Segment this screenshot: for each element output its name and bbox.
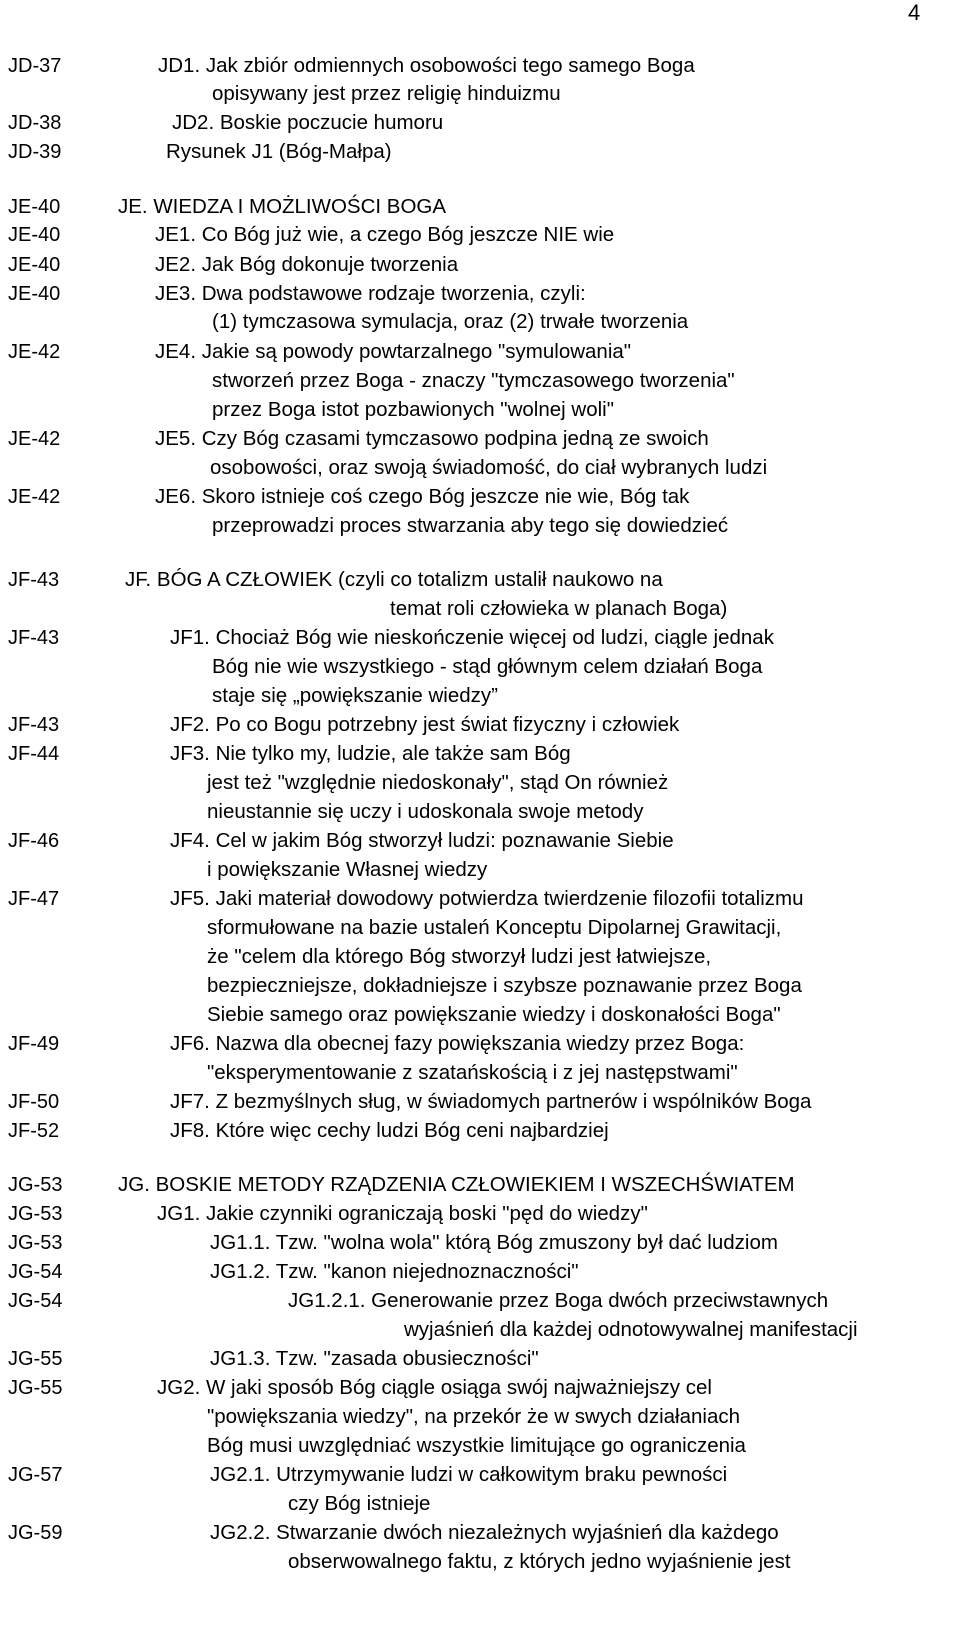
toc-entry-line: JG1.1. Tzw. "wolna wola" którą Bóg zmuszony był dać ludziom <box>210 1231 778 1254</box>
toc-entry-line: JG2.1. Utrzymywanie ludzi w całkowitym braku pewności <box>210 1463 728 1486</box>
toc-entry-line: wyjaśnień dla każdej odnotowywalnej manifestacji <box>404 1318 858 1341</box>
toc-entry-line: JG2.2. Stwarzanie dwóch niezależnych wyjaśnień dla każdego <box>210 1521 779 1544</box>
toc-page-ref: JE-42 <box>8 486 61 508</box>
toc-entry-line: przeprowadzi proces stwarzania aby tego się dowiedzieć <box>212 514 729 537</box>
toc-entry-line: JE4. Jakie są powody powtarzalnego "symulowania" <box>155 340 632 363</box>
toc-page-ref: JF-44 <box>8 743 60 765</box>
toc-entry-line: JE1. Co Bóg już wie, a czego Bóg jeszcze NIE wie <box>155 223 615 246</box>
toc-entry-line: JF5. Jaki materiał dowodowy potwierdza twierdzenie filozofii totalizmu <box>170 887 804 910</box>
toc-page-ref: JF-47 <box>8 888 60 910</box>
toc-entry-line: czy Bóg istnieje <box>288 1492 431 1515</box>
toc-page-ref: JG-57 <box>8 1464 63 1486</box>
toc-page-ref: JE-40 <box>8 283 61 305</box>
toc-entry-line: JF8. Które więc cechy ludzi Bóg ceni najbardziej <box>170 1119 609 1142</box>
toc-page-ref: JF-50 <box>8 1091 60 1113</box>
toc-entry-line: Bóg nie wie wszystkiego - stąd głównym celem działań Boga <box>212 655 763 678</box>
toc-entry-line: i powiększanie Własnej wiedzy <box>207 858 488 881</box>
toc-entry-line: JE6. Skoro istnieje coś czego Bóg jeszcze nie wie, Bóg tak <box>155 485 690 508</box>
toc-entry-line: JF4. Cel w jakim Bóg stworzył ludzi: poznawanie Siebie <box>170 829 674 852</box>
toc-page-ref: JG-54 <box>8 1261 63 1283</box>
toc-entry-line: "eksperymentowanie z szatańskością i z jej następstwami" <box>207 1061 738 1084</box>
toc-page-ref: JG-53 <box>8 1232 63 1254</box>
toc-entry-line: przez Boga istot pozbawionych "wolnej woli" <box>212 398 614 421</box>
toc-page-ref: JF-49 <box>8 1033 60 1055</box>
toc-entry-line: nieustannie się uczy i udoskonala swoje metody <box>207 800 644 823</box>
toc-page-ref: JF-43 <box>8 569 60 591</box>
toc-page-ref: JE-42 <box>8 341 61 363</box>
toc-entry-line: temat roli człowieka w planach Boga) <box>390 597 728 620</box>
toc-entry-line: obserwowalnego faktu, z których jedno wyjaśnienie jest <box>288 1550 791 1573</box>
toc-entry-line: JF7. Z bezmyślnych sług, w świadomych partnerów i wspólników Boga <box>170 1090 812 1113</box>
toc-entry-line: staje się „powiększanie wiedzy” <box>212 684 498 707</box>
toc-entry-line: że "celem dla którego Bóg stworzył ludzi jest łatwiejsze, <box>207 945 712 968</box>
toc-entry-line: JD2. Boskie poczucie humoru <box>172 111 444 134</box>
toc-page-ref: JG-53 <box>8 1174 63 1196</box>
toc-entry-line: (1) tymczasowa symulacja, oraz (2) trwałe tworzenia <box>212 310 689 333</box>
page-number: 4 <box>908 0 921 25</box>
toc-entry-line: JF6. Nazwa dla obecnej fazy powiększania wiedzy przez Boga: <box>170 1032 745 1055</box>
toc-page-ref: JG-54 <box>8 1290 63 1312</box>
toc-page-ref: JE-40 <box>8 196 61 218</box>
toc-entry-line: JF. BÓG A CZŁOWIEK (czyli co totalizm ustalił naukowo na <box>125 568 663 591</box>
toc-page-ref: JF-52 <box>8 1120 60 1142</box>
toc-entry-line: opisywany jest przez religię hinduizmu <box>212 82 561 105</box>
toc-page-ref: JF-46 <box>8 830 60 852</box>
toc-page-ref: JD-37 <box>8 55 62 77</box>
toc-entry-line: JG2. W jaki sposób Bóg ciągle osiąga swój najważniejszy cel <box>157 1376 712 1399</box>
toc-page-ref: JG-59 <box>8 1522 63 1544</box>
toc-entry-line: stworzeń przez Boga - znaczy "tymczasowego tworzenia" <box>212 369 735 392</box>
toc-entry-line: Bóg musi uwzględniać wszystkie limitujące go ograniczenia <box>207 1434 746 1457</box>
toc-page-ref: JD-39 <box>8 141 62 163</box>
toc-page-ref: JE-40 <box>8 254 61 276</box>
toc-entry-line: JG1.3. Tzw. "zasada obusieczności" <box>210 1347 539 1370</box>
toc-entry-line: osobowości, oraz swoją świadomość, do ciał wybranych ludzi <box>210 456 768 479</box>
toc-entry-line: "powiększania wiedzy", na przekór że w swych działaniach <box>207 1405 740 1428</box>
toc-entry-line: JF2. Po co Bogu potrzebny jest świat fizyczny i człowiek <box>170 713 680 736</box>
toc-entry-line: jest też "względnie niedoskonały", stąd On również <box>207 771 669 794</box>
toc-entry-line: JG1.2.1. Generowanie przez Boga dwóch przeciwstawnych <box>288 1289 829 1312</box>
toc-entry-line: JE2. Jak Bóg dokonuje tworzenia <box>155 253 459 276</box>
toc-entry-line: Siebie samego oraz powiększanie wiedzy i doskonałości Boga" <box>207 1003 781 1026</box>
toc-entry-line: JE. WIEDZA I MOŻLIWOŚCI BOGA <box>118 195 447 218</box>
toc-entry-line: JE5. Czy Bóg czasami tymczasowo podpina jedną ze swoich <box>155 427 709 450</box>
toc-page-ref: JF-43 <box>8 714 60 736</box>
toc-entry-line: JD1. Jak zbiór odmiennych osobowości tego samego Boga <box>158 54 695 77</box>
toc-page-ref: JF-43 <box>8 627 60 649</box>
toc-page-ref: JG-55 <box>8 1348 63 1370</box>
toc-page-ref: JG-55 <box>8 1377 63 1399</box>
toc-entry-line: JF3. Nie tylko my, ludzie, ale także sam Bóg <box>170 742 571 765</box>
toc-entry-line: sformułowane na bazie ustaleń Konceptu Dipolarnej Grawitacji, <box>207 916 782 939</box>
toc-entry-line: JG1.2. Tzw. "kanon niejednoznaczności" <box>210 1260 579 1283</box>
toc-entry-line: JF1. Chociaż Bóg wie nieskończenie więcej od ludzi, ciągle jednak <box>170 626 774 649</box>
toc-entry-line: JG. BOSKIE METODY RZĄDZENIA CZŁOWIEKIEM I WSZECHŚWIATEM <box>118 1173 795 1196</box>
toc-entry-line: JG1. Jakie czynniki ograniczają boski "pęd do wiedzy" <box>157 1202 648 1225</box>
toc-page-ref: JG-53 <box>8 1203 63 1225</box>
toc-page-ref: JD-38 <box>8 112 62 134</box>
toc-page-ref: JE-40 <box>8 224 61 246</box>
toc-entry-line: JE3. Dwa podstawowe rodzaje tworzenia, czyli: <box>155 282 586 305</box>
toc-entry-line: bezpieczniejsze, dokładniejsze i szybsze poznawanie przez Boga <box>207 974 802 997</box>
toc-entry-line: Rysunek J1 (Bóg-Małpa) <box>166 140 392 163</box>
toc-page-ref: JE-42 <box>8 428 61 450</box>
